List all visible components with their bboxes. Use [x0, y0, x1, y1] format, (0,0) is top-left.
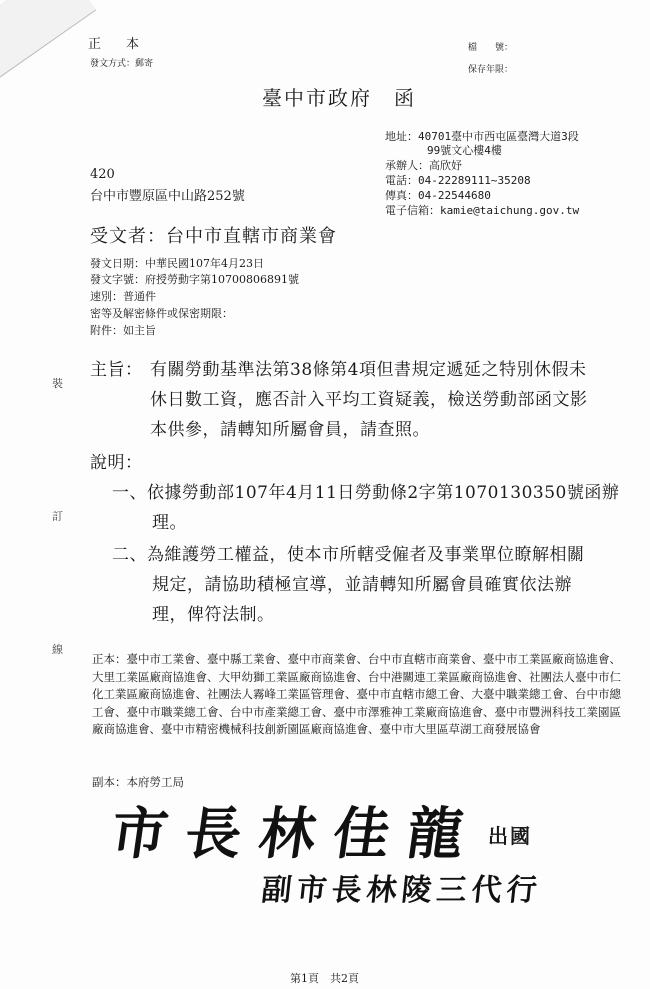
mayor-signature: 市長林佳龍 [106, 801, 487, 867]
explanation-label: 說明： [90, 453, 143, 473]
subject-label: 主旨： [90, 360, 143, 380]
explanation-item2-line2: 規定，請協助積極宣導，並請轉知所屬會員確實依法辦 [152, 575, 572, 595]
retention-label: 保存年限： [468, 65, 514, 75]
secrecy-level: 密等及解密條件或保密期限： [90, 307, 233, 320]
folded-corner [0, 0, 96, 79]
recipient-address: 台中市豐原區中山路252號 [90, 189, 245, 204]
page-number: 第1頁 共2頁 [290, 972, 359, 985]
explanation-item2-line3: 理，俾符法制。 [152, 605, 275, 625]
subject-line1: 有關勞動基準法第38條第4項但書規定遞延之特別休假未 [150, 360, 587, 380]
explanation-item1-line1: 一、依據勞動部107年4月11日勞動條2字第1070130350號函辦 [112, 483, 620, 503]
attachment: 附件：如主旨 [90, 324, 156, 337]
sender-address-line2: 99號文心樓4樓 [427, 144, 502, 157]
mayor-away-note: 出國 [488, 824, 532, 848]
distribution-original-list: 臺中市工業會、臺中縣工業會、臺中市商業會、台中市直轄市商業會、臺中市工業區廠商協進會、大里工業區廠商協進會、大甲幼獅工業區廠商協進會、台中港關連工業區廠商協進會、社團法人臺中市仁化工業區廠商協進會、社團法人霧峰工業區管理會、臺中市直轄市總工會、大臺中職業總工會、台中市總工會、臺中市職業總工會、台中市產業總工會、臺中市澤雅神工業廠商協進會、臺中市豐洲科技工業園區廠商協進會、臺中市精密機械科技創新園區廠商協進會、臺中市大里區草湖工商發展協會 [92, 652, 621, 736]
phone: 電話：04-22289111~35208 [385, 174, 531, 187]
distribution-copy: 副本：本府勞工局 [92, 775, 184, 789]
document-title: 臺中市政府 函 [262, 86, 416, 110]
copy-type: 正 本 [88, 37, 146, 52]
subject-line2: 休日數工資，應否計入平均工資疑義，檢送勞動部函文影 [150, 390, 588, 410]
margin-mark-staple: 訂 [52, 510, 63, 523]
delivery-speed: 速別：普通件 [90, 290, 156, 303]
subject-line3: 本供參，請轉知所屬會員，請查照。 [150, 420, 430, 440]
recipient: 受文者：台中市直轄市商業會 [90, 226, 337, 247]
fax: 傳真：04-22544680 [385, 189, 491, 202]
sender-address-line1: 地址：40701臺中市西屯區臺灣大道3段 [385, 130, 579, 143]
deputy-signature: 副市長林陵三代行 [259, 873, 544, 908]
issue-date: 發文日期：中華民國107年4月23日 [90, 257, 264, 270]
handler: 承辦人：高欣妤 [385, 159, 462, 172]
email: 電子信箱：kamie@taichung.gov.tw [385, 204, 580, 217]
postal-code: 420 [90, 167, 115, 182]
distribution-original [92, 651, 632, 739]
margin-mark-line: 線 [52, 643, 63, 656]
explanation-item1-line2: 理。 [152, 513, 187, 533]
send-method: 發文方式：郵寄 [90, 59, 154, 69]
explanation-item2-line1: 二、為維護勞工權益，使本市所轄受僱者及事業單位瞭解相關 [112, 545, 585, 565]
margin-mark-bind: 裝 [52, 377, 63, 390]
document-number: 發文字號：府授勞動字第10700806891號 [90, 273, 299, 286]
file-number-label: 檔 號： [468, 43, 514, 53]
distribution-original-label: 正本： [92, 652, 127, 666]
